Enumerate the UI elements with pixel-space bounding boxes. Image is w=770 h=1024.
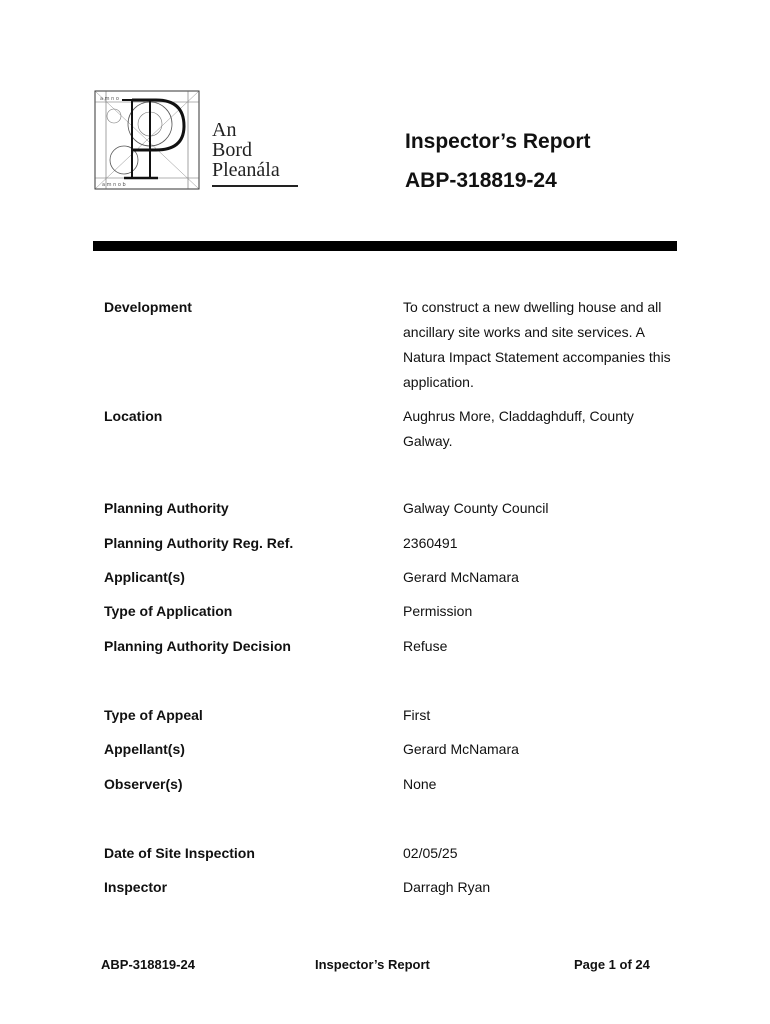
footer-page-number: Page 1 of 24 (574, 957, 650, 972)
location-value: Aughrus More, Claddaghduff, County Galway. (403, 408, 634, 449)
reg-ref-value: 2360491 (403, 535, 458, 551)
logo-line-pleanala: Pleanála (212, 159, 280, 181)
observer-label: Observer(s) (104, 776, 183, 792)
decision-value: Refuse (403, 638, 448, 654)
appellant-value: Gerard McNamara (403, 741, 519, 757)
logo-line-bord: Bord (212, 139, 252, 161)
svg-text:a m n o b: a m n o b (102, 182, 126, 188)
logo-underline (212, 185, 298, 187)
planning-authority-label: Planning Authority (104, 500, 229, 516)
type-of-appeal-label: Type of Appeal (104, 707, 203, 723)
logo-wordmark (212, 120, 280, 180)
inspector-value: Darragh Ryan (403, 879, 491, 895)
svg-text:a m n o: a m n o (100, 96, 119, 102)
type-of-application-value: Permission (403, 603, 473, 619)
development-value: To construct a new dwelling house and all ancillary site works and site services. A Natura Impact Statement accompanies this application. (403, 299, 671, 390)
site-inspection-date-label: Date of Site Inspection (104, 845, 255, 861)
report-reference: ABP-318819-24 (405, 169, 557, 192)
observer-value: None (403, 776, 437, 792)
applicant-value: Gerard McNamara (403, 569, 519, 585)
footer-title: Inspector’s Report (315, 957, 430, 972)
development-label: Development (104, 299, 192, 315)
decision-label: Planning Authority Decision (104, 638, 291, 654)
appellant-label: Appellant(s) (104, 741, 185, 757)
site-inspection-date-value: 02/05/25 (403, 845, 458, 861)
logo-line-an: An (212, 119, 237, 141)
inspector-label: Inspector (104, 879, 168, 895)
logo-p-emblem-icon (92, 88, 204, 192)
applicant-label: Applicant(s) (104, 569, 185, 585)
header-divider (93, 241, 677, 251)
planning-authority-value: Galway County Council (403, 500, 549, 516)
footer-reference: ABP-318819-24 (101, 957, 195, 972)
reg-ref-label: Planning Authority Reg. Ref. (104, 535, 294, 551)
location-label: Location (104, 408, 163, 424)
report-title: Inspector’s Report (405, 130, 591, 153)
an-bord-pleanala-logo (92, 88, 304, 192)
type-of-appeal-value: First (403, 707, 431, 723)
type-of-application-label: Type of Application (104, 603, 233, 619)
